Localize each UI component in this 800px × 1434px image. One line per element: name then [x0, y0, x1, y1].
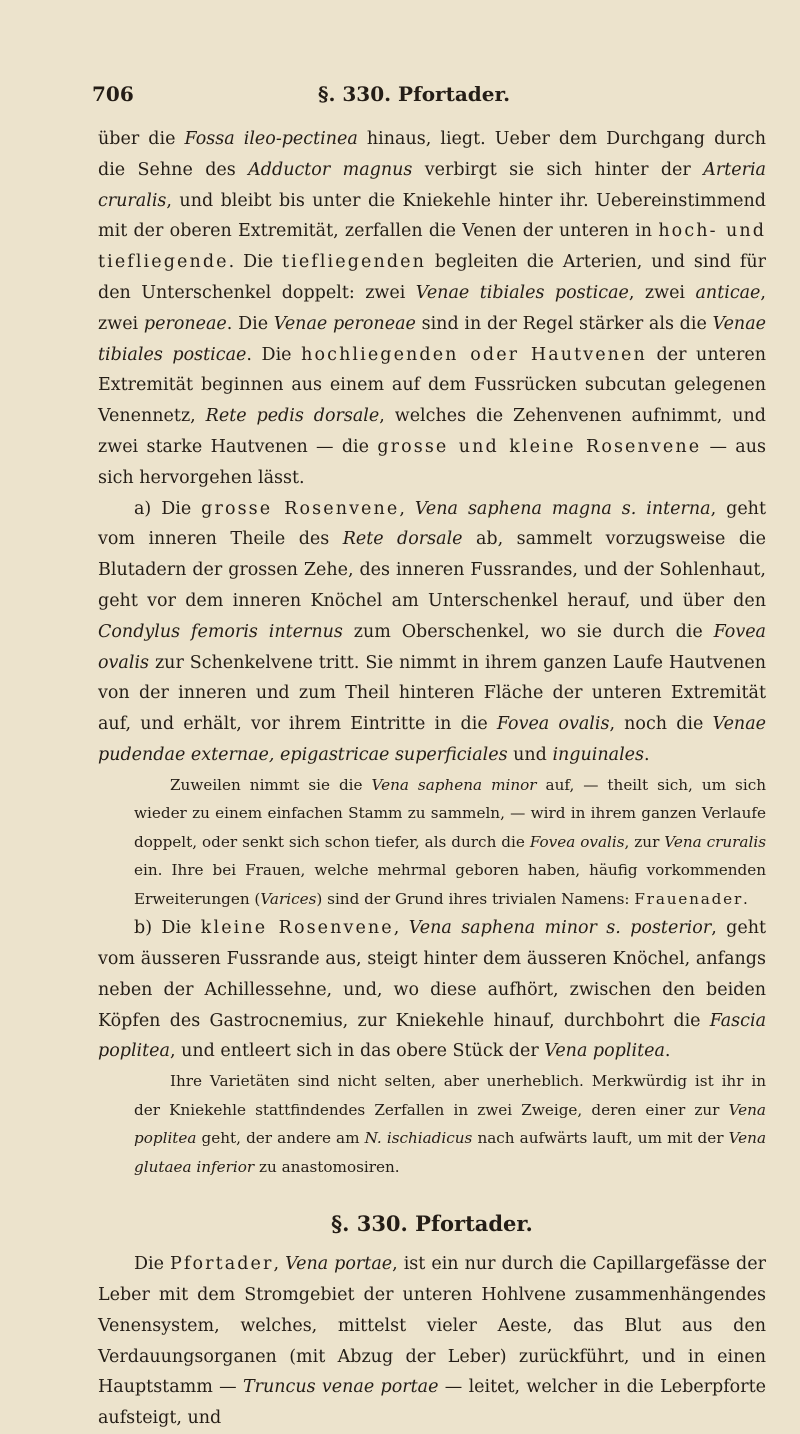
small-print-note	[134, 1067, 766, 1181]
italic-term: Venae tibiales posticae	[415, 282, 629, 303]
text-run: sind in der Regel stärker als die	[415, 313, 713, 334]
text-run: Die	[134, 1254, 171, 1275]
text-run: ) sind der Grund ihres trivialen Namens:	[316, 889, 635, 908]
text-run: ,	[393, 918, 409, 939]
italic-term: Truncus venae portae	[242, 1377, 439, 1398]
running-title: §. 330. Pfortader.	[318, 82, 511, 106]
text-run: — leitet, welcher in die Leberpforte aufsteigt, und	[98, 1377, 766, 1429]
text-run: , welches die Zehenvenen aufnimmt, und zwei starke Hautvenen — die	[98, 406, 767, 457]
text-run: .	[644, 744, 650, 765]
text-run: zu anastomosiren.	[254, 1157, 400, 1176]
italic-term: Rete pedis dorsale	[205, 406, 380, 427]
text-run: , und entleert sich in das obere Stück der	[169, 1041, 545, 1062]
text-run: .	[743, 889, 748, 908]
text-run: geht, der andere am	[196, 1129, 365, 1148]
spaced-emphasis: Pfortader	[170, 1254, 274, 1275]
spaced-emphasis: hoch- und tiefliegende	[98, 221, 767, 273]
paragraph	[98, 494, 766, 771]
text-run: , ist ein nur durch die Capillargefässe der Leber mit dem Stromgebiet der unteren Hohlvene zusammenhängendes Venensystem, welches, mittelst vieler Aeste, das Blut aus den Verdauungsorganen (mit Abzug der Leber) zurückführt, und in einen Hauptstamm —	[98, 1254, 766, 1398]
italic-term: inguinales	[552, 744, 645, 765]
text-run: .	[664, 1041, 671, 1062]
paragraph	[98, 913, 766, 1067]
text-run: zur Schenkelvene tritt. Sie nimmt in ihrem ganzen Laufe Hautvenen von der inneren und zum Theil hinteren Fläche der unteren Extremität auf, und erhält, vor ihrem Eintritte in die	[98, 652, 766, 735]
text-run: , und bleibt bis unter die Kniekehle hinter ihr. Uebereinstimmend mit der oberen Extremität, zerfallen die Venen der unteren in	[98, 190, 766, 242]
italic-term: peroneae	[143, 313, 227, 334]
italic-term: Fovea ovalis	[529, 832, 625, 851]
italic-term: Venae tibiales posticae	[98, 313, 766, 365]
italic-term: Vena glutaea inferior	[134, 1129, 767, 1176]
text-run: begleiten die Arterien, und sind für den Unterschenkel doppelt: zwei	[98, 252, 766, 303]
text-run: Ihre Varietäten sind nicht selten, aber unerheblich. Merkwürdig ist ihr in der Kniekehle stattfindendes Zerfallen in zwei Zweige, deren einer zur	[134, 1072, 766, 1119]
spaced-emphasis: hochliegenden oder Hautvenen	[301, 344, 647, 365]
page-number: 706	[92, 82, 134, 106]
text-run: ,	[399, 498, 415, 519]
italic-term: N. ischiadicus	[364, 1129, 473, 1148]
text-run: zum Oberschenkel, wo sie durch die	[342, 621, 714, 642]
spaced-emphasis: grosse und kleine Rosenvene	[377, 436, 702, 457]
italic-term: Vena saphena magna s. interna	[414, 498, 711, 519]
italic-term: Vena saphena minor s. posterior	[408, 918, 712, 939]
spaced-emphasis: kleine Rosenvene	[200, 918, 394, 939]
section-heading: §. 330. Pfortader.	[331, 1211, 533, 1237]
text-run: ab, sammelt vorzugsweise die Blutadern der grossen Zehe, des inneren Fussrandes, und der Sohlenhaut, geht vor dem inneren Knöchel am Unterschenkel herauf, und über den	[98, 529, 766, 611]
italic-term: Fovea ovalis	[496, 714, 610, 735]
italic-term: Venae peroneae	[273, 313, 416, 334]
text-run: und	[507, 744, 553, 765]
spaced-emphasis: Frauenader	[634, 889, 744, 908]
italic-term: Adductor magnus	[248, 159, 413, 180]
text-run: hinaus, liegt. Ueber dem Durchgang durch die Sehne des	[98, 129, 766, 180]
page-body	[98, 124, 766, 1434]
text-run: der unteren Extremität beginnen aus einem auf dem Fussrücken subcutan gelegenen Venennetz,	[98, 344, 766, 427]
text-run: . Die	[226, 313, 274, 334]
text-run: über die	[98, 129, 185, 149]
italic-term: Fossa ileo-pectinea	[184, 129, 358, 149]
running-header	[92, 82, 760, 116]
small-print-note	[134, 771, 766, 914]
italic-term: Fascia poplitea	[98, 1010, 766, 1062]
text-run: , zwei	[98, 282, 766, 334]
text-run: , zur	[624, 832, 665, 851]
paragraph	[98, 124, 766, 494]
italic-term: Condylus femoris internus	[98, 621, 343, 642]
spaced-emphasis: tiefliegenden	[281, 252, 426, 273]
text-run: , geht vom inneren Theile des	[98, 498, 766, 550]
italic-term: Varices	[260, 889, 317, 908]
text-run: , zwei	[628, 282, 696, 303]
italic-term: Vena poplitea	[134, 1100, 766, 1148]
text-run: . Die	[228, 252, 282, 273]
text-run: — aus sich hervorgehen lässt.	[98, 436, 766, 488]
italic-term: Arteria cruralis	[98, 159, 766, 211]
text-run: a) Die	[134, 498, 202, 519]
text-run: , geht vom äusseren Fussrande aus, steigt hinter dem äusseren Knöchel, anfangs neben der Achillessehne, und, wo diese aufhört, zwischen den beiden Köpfen des Gastrocnemius, zur Kniekehle hinauf, durchbohrt die	[98, 918, 766, 1031]
text-run: auf, — theilt sich, um sich wieder zu einem einfachen Stamm zu sammeln, — wird in ihrem ganzen Verlaufe doppelt, oder senkt sich schon tiefer, als durch die	[134, 775, 766, 851]
italic-term: Vena poplitea	[544, 1041, 665, 1062]
text-run: nach aufwärts lauft, um mit der	[472, 1129, 729, 1148]
italic-term: anticae	[695, 282, 761, 303]
italic-term: Vena saphena minor	[371, 775, 537, 794]
text-run: ,	[273, 1254, 286, 1275]
text-run: Zuweilen nimmt sie die	[170, 775, 372, 794]
italic-term: Vena portae	[285, 1254, 393, 1275]
spaced-emphasis: grosse Rosenvene	[201, 498, 400, 519]
paragraph	[98, 1249, 766, 1434]
italic-term: Vena cruralis	[664, 832, 766, 851]
italic-term: Venae pudendae externae, epigastricae superficiales	[98, 714, 766, 765]
text-run: . Die	[246, 344, 302, 365]
text-run: verbirgt sie sich hinter der	[412, 159, 704, 180]
italic-term: Rete dorsale	[342, 529, 463, 550]
text-run: ein. Ihre bei Frauen, welche mehrmal geboren haben, häufig vorkommenden Erweiterungen (	[134, 861, 766, 908]
text-run: b) Die	[134, 918, 201, 939]
italic-term: Fovea ovalis	[98, 621, 766, 673]
text-run: , noch die	[609, 714, 713, 735]
